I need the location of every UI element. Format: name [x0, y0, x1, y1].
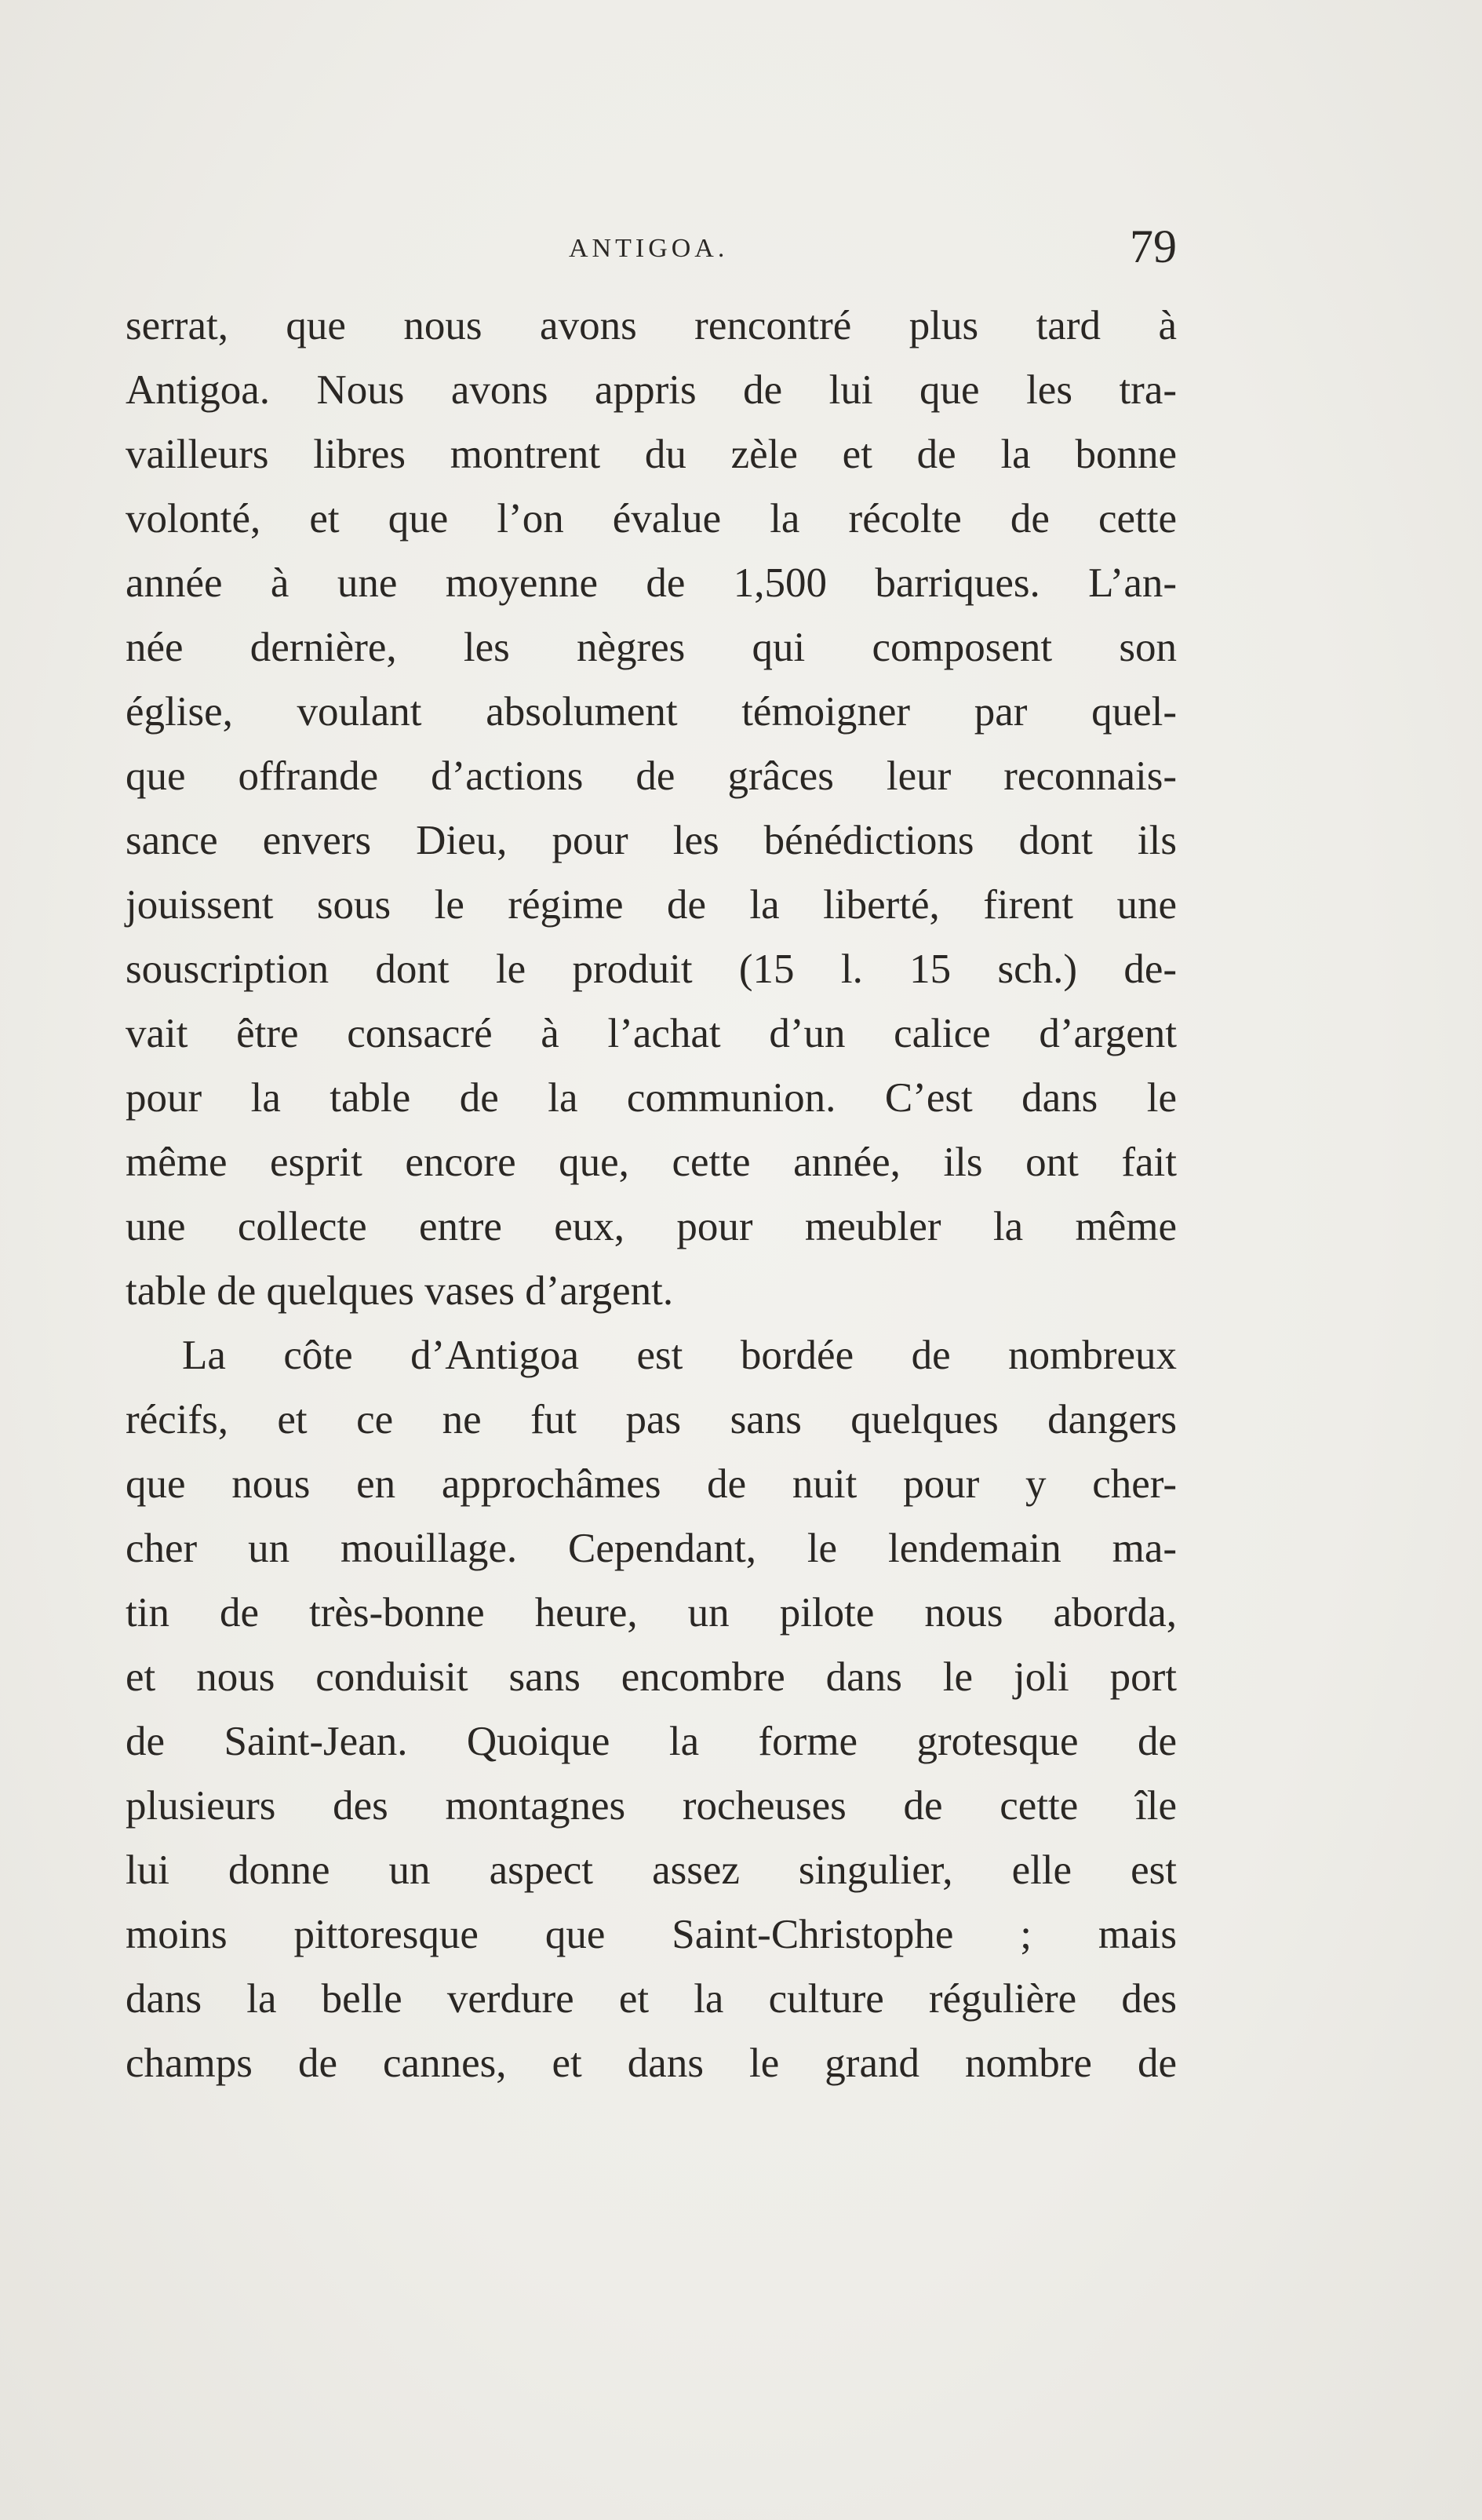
text-line: plusieurs des montagnes rocheuses de cette île [126, 1783, 1177, 1829]
text-line: née dernière, les nègres qui composent son [126, 625, 1177, 670]
text-line: jouissent sous le régime de la liberté, firent une [126, 882, 1177, 928]
text-line: récifs, et ce ne fut pas sans quelques dangers [126, 1397, 1177, 1442]
text-line: tin de très-bonne heure, un pilote nous aborda, [126, 1590, 1177, 1636]
text-line: pour la table de la communion. C’est dans le [126, 1075, 1177, 1121]
text-line: sance envers Dieu, pour les bénédictions dont ils [126, 818, 1177, 863]
text-line: souscription dont le produit (15 l. 15 sch.) de- [126, 946, 1177, 992]
text-line: La côte d’Antigoa est bordée de nombreux [182, 1333, 1177, 1378]
text-line: que offrande d’actions de grâces leur reconnais- [126, 753, 1177, 799]
text-line: même esprit encore que, cette année, ils ont fait [126, 1140, 1177, 1185]
text-line: moins pittoresque que Saint-Christophe ; mais [126, 1912, 1177, 1957]
text-line: vailleurs libres montrent du zèle et de la bonne [126, 432, 1177, 477]
text-line: une collecte entre eux, pour meubler la même [126, 1204, 1177, 1249]
text-line: que nous en approchâmes de nuit pour y cher- [126, 1461, 1177, 1507]
text-line: serrat, que nous avons rencontré plus tard à [126, 303, 1177, 348]
text-line: champs de cannes, et dans le grand nombre de [126, 2040, 1177, 2086]
text-line: année à une moyenne de 1,500 barriques. L’an- [126, 560, 1177, 606]
page-number: 79 [1130, 221, 1177, 272]
running-head: ANTIGOA. [569, 234, 729, 263]
text-line: église, voulant absolument témoigner par quel- [126, 689, 1177, 735]
text-line: et nous conduisit sans encombre dans le joli port [126, 1654, 1177, 1700]
text-line: vait être consacré à l’achat d’un calice d’argent [126, 1011, 1177, 1056]
text-line: Antigoa. Nous avons appris de lui que les tra- [126, 367, 1177, 413]
body-text [126, 294, 1177, 2095]
text-line: volonté, et que l’on évalue la récolte de cette [126, 496, 1177, 542]
text-line: cher un mouillage. Cependant, le lendemain ma- [126, 1526, 1177, 1571]
text-line: dans la belle verdure et la culture régulière des [126, 1976, 1177, 2022]
page-header [126, 220, 1177, 290]
text-line: lui donne un aspect assez singulier, elle est [126, 1847, 1177, 1893]
text-line: de Saint-Jean. Quoique la forme grotesque de [126, 1719, 1177, 1764]
text-line: table de quelques vases d’argent. [126, 1268, 674, 1314]
paragraph-2 [126, 1323, 1177, 2095]
paragraph-1 [126, 294, 1177, 1323]
